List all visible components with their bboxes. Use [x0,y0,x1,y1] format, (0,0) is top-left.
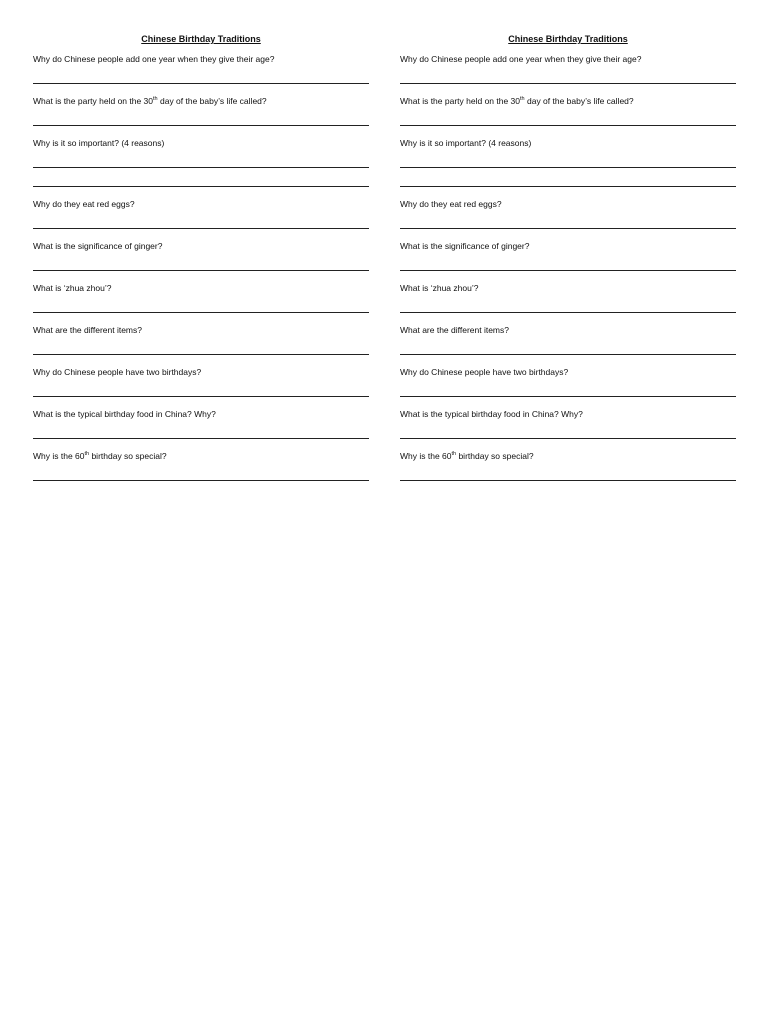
question-text-part: Why do Chinese people add one year when they give their age? [33,54,275,64]
question-text [33,54,369,65]
question-text [33,199,369,210]
question-text-part: Why do Chinese people add one year when they give their age? [400,54,642,64]
question-text [33,451,369,462]
question-text [33,241,369,252]
worksheet-title: Chinese Birthday Traditions [508,34,628,44]
question-text-part: Why is the 60 [33,451,85,461]
ordinal-suffix: th [451,451,457,458]
question-text [400,325,736,336]
worksheet-right [400,33,736,481]
question-text-part: Why do Chinese people have two birthdays? [400,367,569,377]
ordinal-suffix: th [520,96,525,103]
question-text [400,96,736,107]
question-text-part: What is ‘zhua zhou’? [33,283,112,293]
answer-line[interactable] [33,480,369,481]
question-text [33,409,369,420]
question-text-part: What is ‘zhua zhou’? [400,283,479,293]
question-text-part: Why is the 60 [400,451,452,461]
ordinal-suffix: th [84,451,90,458]
question-text-part: Why is it so important? (4 reasons) [33,138,165,148]
question-text [400,283,736,294]
question-text [33,96,369,107]
question-text [400,451,736,462]
question-text [400,367,736,378]
question-text-part: Why do they eat red eggs? [33,199,135,209]
question-text-part: What is the typical birthday food in China? Why? [400,409,583,419]
question-text-part: What is the party held on the 30 [33,96,154,106]
question-text [400,409,736,420]
worksheet-left [33,33,369,481]
question-text [33,325,369,336]
question-text-part: What is the significance of ginger? [400,241,530,251]
answer-line[interactable] [400,480,736,481]
question-text-part: What is the party held on the 30 [400,96,521,106]
question-text [400,54,736,65]
question-text-part: What is the significance of ginger? [33,241,163,251]
question-text-part: birthday so special? [456,451,534,461]
question-text-part: Why do Chinese people have two birthdays? [33,367,202,377]
question-text [400,138,736,149]
question-text [33,367,369,378]
question-text-part: What are the different items? [33,325,142,335]
question-text-part: day of the baby’s life called? [524,96,634,106]
question-text [33,138,369,149]
question-text-part: Why is it so important? (4 reasons) [400,138,532,148]
question-text [400,241,736,252]
question-text-part: birthday so special? [89,451,167,461]
ordinal-suffix: th [153,96,158,103]
worksheet-title: Chinese Birthday Traditions [141,34,261,44]
question-text [400,199,736,210]
question-text-part: What is the typical birthday food in China? Why? [33,409,216,419]
question-text-part: What are the different items? [400,325,509,335]
question-text [33,283,369,294]
question-text-part: Why do they eat red eggs? [400,199,502,209]
question-text-part: day of the baby’s life called? [157,96,267,106]
